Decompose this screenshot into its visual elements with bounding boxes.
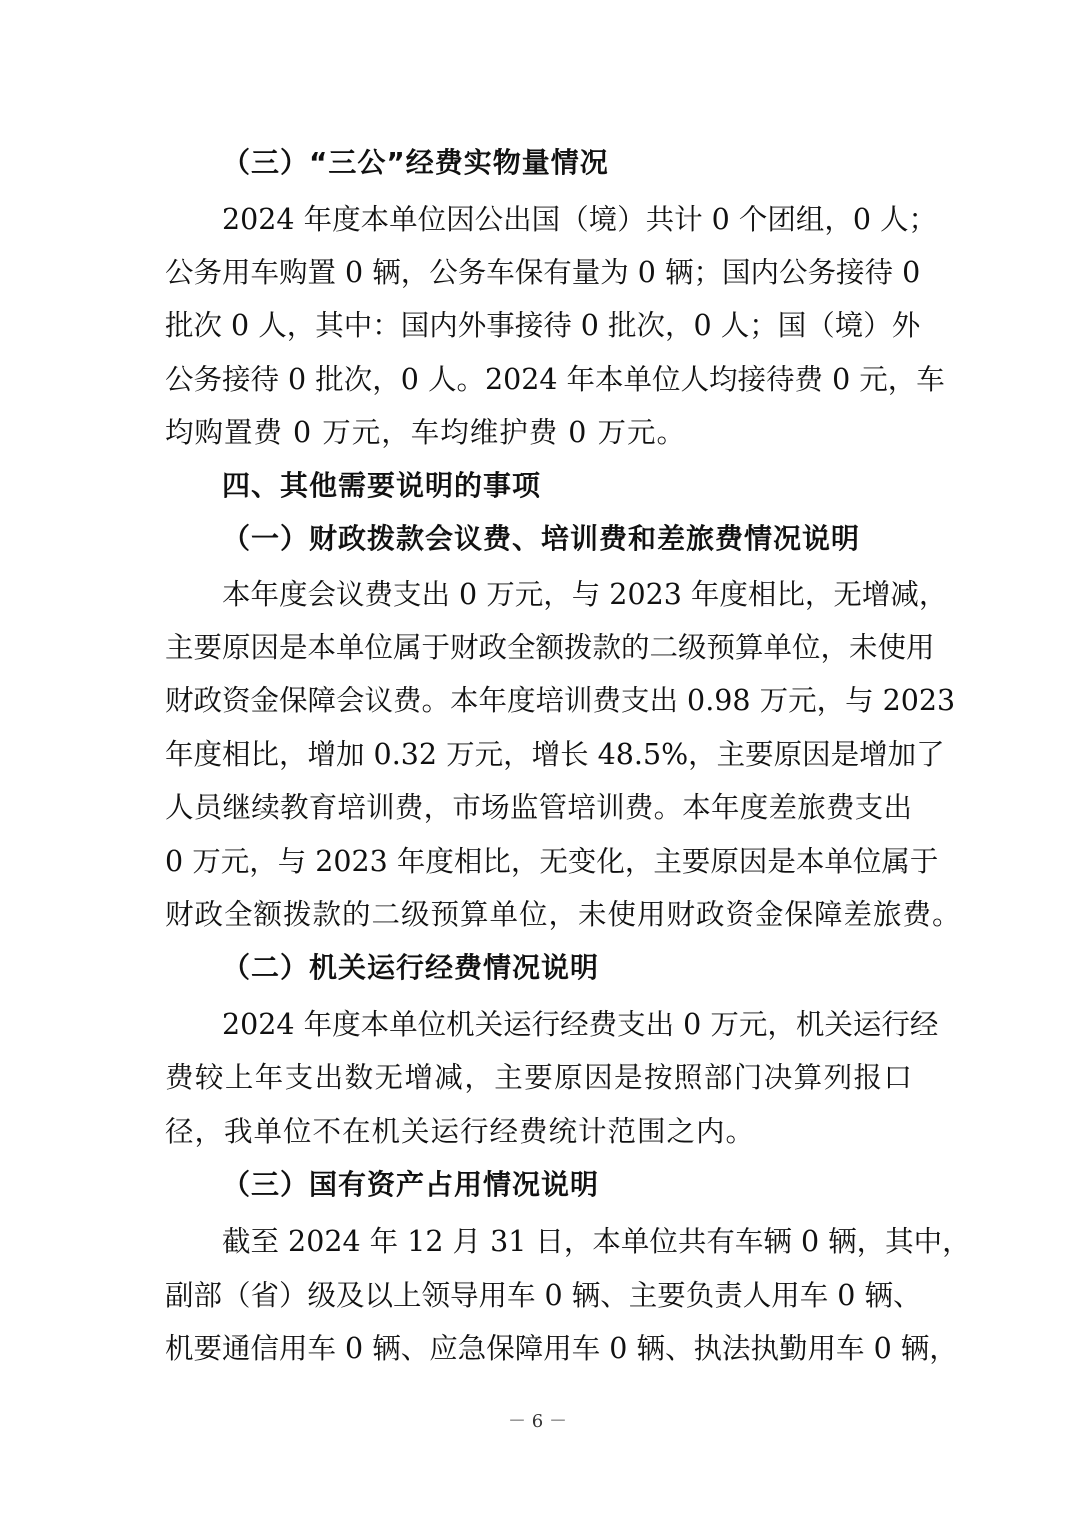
paragraph-line: 2024 年度本单位机关运行经费支出 0 万元，机关运行经 (222, 1008, 939, 1041)
paragraph-line: 副部（省）级及以上领导用车 0 辆、主要负责人用车 0 辆、 (165, 1279, 922, 1312)
subsection-heading-meeting-training-travel: （一）财政拨款会议费、培训费和差旅费情况说明 (222, 522, 861, 555)
page-number: － 6 － (508, 1411, 567, 1432)
paragraph-line: 本年度会议费支出 0 万元，与 2023 年度相比，无增减， (222, 578, 948, 611)
paragraph-line: 公务用车购置 0 辆，公务车保有量为 0 辆；国内公务接待 0 (165, 256, 921, 289)
paragraph-line: 财政资金保障会议费。本年度培训费支出 0.98 万元，与 2023 (165, 684, 956, 717)
paragraph-line: 年度相比，增加 0.32 万元，增长 48.5%，主要原因是增加了 (165, 738, 945, 771)
paragraph-line: 机要通信用车 0 辆、应急保障用车 0 辆、执法执勤用车 0 辆， (165, 1332, 958, 1365)
paragraph-line: 截至 2024 年 12 月 31 日，本单位共有车辆 0 辆，其中， (222, 1225, 971, 1258)
paragraph-line: 均购置费 0 万元，车均维护费 0 万元。 (165, 416, 687, 449)
paragraph-line: 2024 年度本单位因公出国（境）共计 0 个团组，0 人； (222, 203, 938, 236)
paragraph-line: 批次 0 人，其中：国内外事接待 0 批次，0 人；国（境）外 (165, 309, 921, 342)
subsection-heading-operating-expenses: （二）机关运行经费情况说明 (222, 951, 600, 984)
paragraph-line: 径，我单位不在机关运行经费统计范围之内。 (165, 1115, 756, 1148)
paragraph-line: 财政全额拨款的二级预算单位，未使用财政资金保障差旅费。 (165, 898, 962, 931)
paragraph-line: 0 万元，与 2023 年度相比，无变化，主要原因是本单位属于 (165, 845, 939, 878)
section-heading-other-matters: 四、其他需要说明的事项 (222, 469, 542, 502)
paragraph-line: 费较上年支出数无增减，主要原因是按照部门决算列报口 (165, 1061, 912, 1094)
section-heading-three-public-quantity: （三）“三公”经费实物量情况 (222, 146, 609, 179)
subsection-heading-state-assets: （三）国有资产占用情况说明 (222, 1168, 600, 1201)
paragraph-line: 公务接待 0 批次，0 人。2024 年本单位人均接待费 0 元，车 (165, 363, 945, 396)
paragraph-line: 人员继续教育培训费，市场监管培训费。本年度差旅费支出 (165, 791, 912, 824)
paragraph-line: 主要原因是本单位属于财政全额拨款的二级预算单位，未使用 (165, 631, 935, 664)
